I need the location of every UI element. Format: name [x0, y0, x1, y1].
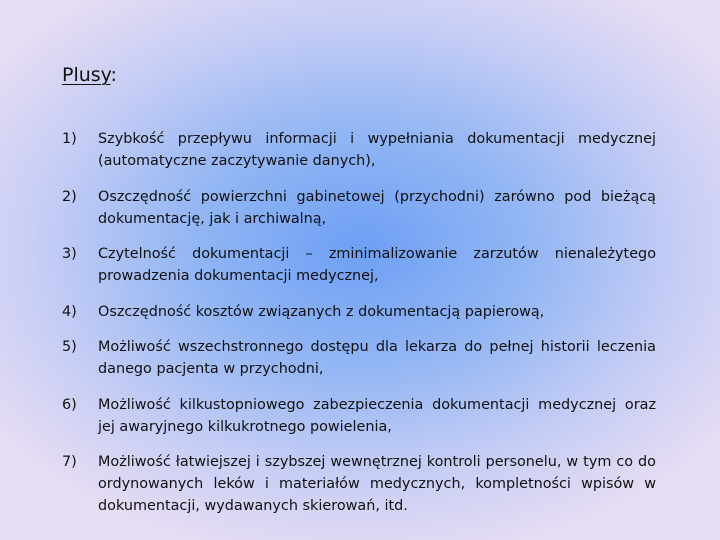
list-item — [62, 301, 656, 323]
list-item-text: Oszczędność powierzchni gabinetowej (przychodni) zarówno pod bieżącą dokumentację, jak i archiwalną, — [98, 188, 656, 227]
list-item-number: 1) — [62, 131, 77, 147]
list-item-text: Szybkość przepływu informacji i wypełniania dokumentacji medycznej (automatyczne zaczytywanie danych), — [98, 131, 656, 169]
slide-title — [62, 60, 117, 90]
list-item — [62, 336, 656, 380]
list-item-text: Oszczędność kosztów związanych z dokumentacją papierową, — [98, 303, 545, 320]
list-item-text: Możliwość łatwiejszej i szybszej wewnętrznej kontroli personelu, w tym co do ordynowanych leków i materiałów medycznych, kompletności wpisów w dokumentacji, wydawanych skierowań, itd. — [98, 454, 656, 514]
list-item-number: 2) — [62, 188, 77, 205]
list-item-number: 5) — [62, 339, 77, 355]
list-item — [62, 186, 656, 230]
list-item-number: 4) — [62, 303, 77, 320]
list-item-text: Możliwość kilkustopniowego zabezpieczenia dokumentacji medycznej oraz jej awaryjnego kilkukrotnego powielenia, — [98, 396, 656, 435]
list-item-number: 6) — [62, 396, 77, 413]
list-item — [62, 394, 656, 438]
advantages-list — [62, 128, 656, 531]
list-item — [62, 128, 656, 172]
slide-title-word: Plusy — [62, 64, 111, 86]
list-item-text: Czytelność dokumentacji – zminimalizowanie zarzutów nienależytego prowadzenia dokumentacji medycznej, — [98, 246, 656, 284]
list-item — [62, 451, 656, 517]
list-item-number: 3) — [62, 246, 77, 262]
list-item — [62, 243, 656, 287]
list-item-text: Możliwość wszechstronnego dostępu dla lekarza do pełnej historii leczenia danego pacjenta w przychodni, — [98, 339, 656, 377]
slide-title-colon: : — [110, 64, 117, 86]
list-item-number: 7) — [62, 454, 77, 470]
